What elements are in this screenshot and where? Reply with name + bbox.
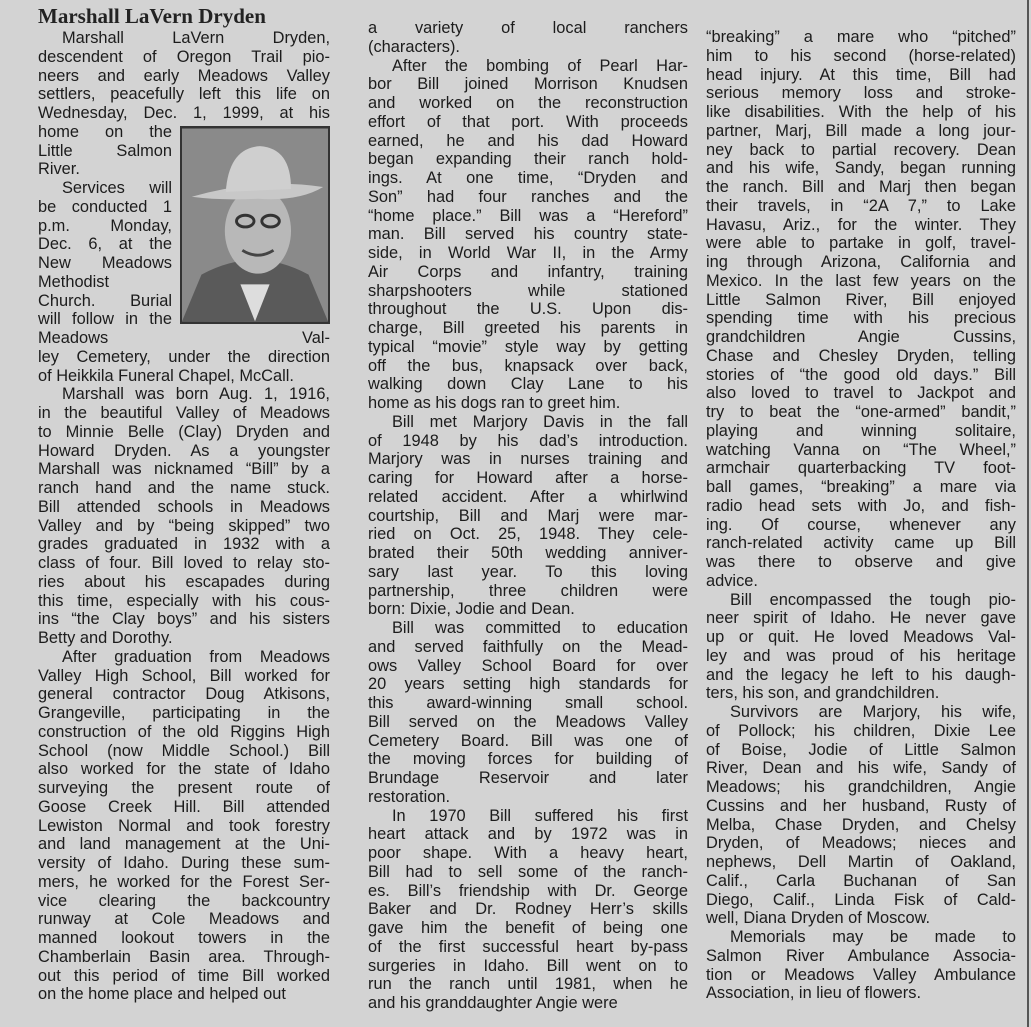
text-column-1 xyxy=(38,29,330,1004)
text-line: will follow in the xyxy=(38,310,172,329)
text-line: be conducted 1 xyxy=(38,197,172,216)
text-line: born: Dixie, Jodie and Dean. xyxy=(368,600,575,619)
text-line: ins “the Clay boys” and his sisters xyxy=(38,610,330,629)
text-line: serious memory loss and stroke- xyxy=(706,84,1016,103)
text-line: of Heikkila Funeral Chapel, McCall. xyxy=(38,366,294,385)
text-line: earned, he and his dad Howard xyxy=(368,131,688,150)
text-line: their travels, in “2A 7,” to Lake xyxy=(706,196,1016,215)
text-line: Association, in lieu of flowers. xyxy=(706,984,921,1003)
obituary-headline: Marshall LaVern Dryden xyxy=(38,4,266,28)
text-line: home on the xyxy=(38,122,172,141)
text-line: Bill attended schools in Meadows xyxy=(38,497,330,516)
text-line: sharpshooters while stationed xyxy=(368,281,688,300)
text-line: Marshall was nicknamed “Bill” by a xyxy=(38,460,330,479)
text-line: of Boise, Jodie of Little Salmon xyxy=(706,740,1016,759)
text-line: “home place.” Bill was a “Hereford” xyxy=(368,206,688,225)
text-line: Goose Creek Hill. Bill attended xyxy=(38,797,330,816)
text-line: surveying the present route of xyxy=(38,779,330,797)
text-line: ters, his son, and grandchildren. xyxy=(706,684,940,703)
text-line: School (now Middle School.) Bill xyxy=(38,741,330,760)
text-line: of 1948 by his dad’s introduction. xyxy=(368,431,688,450)
text-line: Chamberlain Basin area. Through- xyxy=(38,947,330,966)
text-line: “breaking” a mare who “pitched” xyxy=(706,28,1016,46)
text-line: off the bus, knapsack over back, xyxy=(368,356,688,375)
text-line: like disabilities. With the help of his xyxy=(706,103,1016,121)
paragraph xyxy=(368,413,688,619)
text-line: ows Valley School Board for over xyxy=(368,656,688,675)
text-line: ball games, “breaking” a mare via xyxy=(706,478,1016,496)
text-line: ranch hand and the name stuck. xyxy=(38,479,330,497)
text-line: up or quit. He loved Meadows Val- xyxy=(706,628,1016,646)
paragraph xyxy=(368,19,688,57)
text-line: playing and winning solitaire, xyxy=(706,421,1016,440)
text-line: 20 years setting high standards for xyxy=(368,675,688,694)
text-line: Howard Dryden. As a youngster xyxy=(38,441,330,460)
text-line: ranch-related activity came up Bill xyxy=(706,534,1016,553)
text-line: Bill had to sell some of the ranch- xyxy=(368,862,688,881)
text-line: were able to partake in golf, travel- xyxy=(706,234,1016,253)
paragraph xyxy=(368,619,688,807)
text-line: partnership, three children were xyxy=(368,581,688,600)
text-line: Diego, Calif., Linda Fisk of Cald- xyxy=(706,890,1016,909)
text-line: and land management at the Uni- xyxy=(38,835,330,854)
text-line: radio head sets with Jo, and fish- xyxy=(706,496,1016,515)
text-line: neer spirit of Idaho. He never gave xyxy=(706,609,1016,628)
text-line: restoration. xyxy=(368,787,450,806)
text-line: Air Corps and infantry, training xyxy=(368,262,688,281)
paragraph xyxy=(706,703,1016,928)
text-line: man. Bill served his country state- xyxy=(368,225,688,244)
text-line: side, in World War II, in the Army xyxy=(368,244,688,262)
text-line: Lewiston Normal and took forestry xyxy=(38,816,330,835)
text-line: heart attack and by 1972 was in xyxy=(368,825,688,844)
paragraph xyxy=(38,29,330,179)
text-line: Church. Burial xyxy=(38,291,172,310)
text-line: Son” had four ranches and the xyxy=(368,187,688,206)
text-line: settlers, peacefully left this life on xyxy=(38,85,330,104)
text-line: surgeries in Idaho. Bill went on to xyxy=(368,956,688,975)
text-line: Services will xyxy=(62,179,172,197)
text-line: Bill served on the Meadows Valley xyxy=(368,712,688,731)
text-line: ing. Of course, whenever any xyxy=(706,515,1016,534)
text-line: Dec. 6, at the xyxy=(38,235,172,254)
text-line: run the ranch until 1981, when he xyxy=(368,975,688,994)
paragraph xyxy=(368,57,688,413)
text-line: to Minnie Belle (Clay) Dryden and xyxy=(38,422,330,441)
text-line: head injury. At this time, Bill had xyxy=(706,65,1016,84)
text-line: ried on Oct. 25, 1948. They cele- xyxy=(368,525,688,544)
text-line: Bill was committed to education xyxy=(392,619,688,637)
text-line: also loved to travel to Jackpot and xyxy=(706,384,1016,403)
text-line: Brundage Reservoir and later xyxy=(368,769,688,787)
text-line: and served faithfully on the Mead- xyxy=(368,637,688,656)
text-line: watching Vanna on “The Wheel,” xyxy=(706,440,1016,459)
text-line: Melba, Chase Dryden, and Chelsy xyxy=(706,815,1016,834)
paragraph xyxy=(38,385,330,648)
text-line: grades graduated in 1932 with a xyxy=(38,535,330,554)
text-line: and the legacy he left to his daugh- xyxy=(706,665,1016,684)
text-line: out this period of time Bill worked xyxy=(38,966,330,985)
text-line: the ranch. Bill and Marj then began xyxy=(706,178,1016,196)
text-line: (characters). xyxy=(368,37,460,56)
paragraph xyxy=(38,648,330,1004)
text-line: walking down Clay Lane to his xyxy=(368,375,688,394)
text-line: general contractor Doug Atkisons, xyxy=(38,685,330,704)
text-line: him to his second (horse-related) xyxy=(706,46,1016,65)
text-line: and his wife, Sandy, began running xyxy=(706,159,1016,178)
text-line: Meadows; his grandchildren, Angie xyxy=(706,778,1016,796)
text-line: Marjory was in nurses training and xyxy=(368,450,688,469)
paragraph xyxy=(706,28,1016,591)
text-line: Bill encompassed the tough pio- xyxy=(730,590,1016,609)
text-line: Salmon River Ambulance Associa- xyxy=(706,946,1016,965)
text-line: vice clearing the backcountry xyxy=(38,891,330,910)
text-line: ings. At one time, “Dryden and xyxy=(368,169,688,187)
portrait-image xyxy=(182,128,328,322)
text-line: Chase and Chesley Dryden, telling xyxy=(706,346,1016,365)
text-line: grandchildren Angie Cussins, xyxy=(706,328,1016,346)
text-line: Valley and by “being skipped” two xyxy=(38,516,330,535)
paragraph xyxy=(706,591,1016,704)
text-line: brated their 50th wedding anniver- xyxy=(368,544,688,562)
text-line: es. Bill’s friendship with Dr. George xyxy=(368,881,688,900)
text-line: ing through Arizona, California and xyxy=(706,253,1016,271)
text-line: stories of “the good old days.” Bill xyxy=(706,365,1016,384)
text-line: nephews, Dell Martin of Oakland, xyxy=(706,853,1016,871)
text-line: bor Bill joined Morrison Knudsen xyxy=(368,75,688,94)
text-line: Survivors are Marjory, his wife, xyxy=(730,703,1016,721)
text-line: versity of Idaho. During these sum- xyxy=(38,854,330,872)
paragraph xyxy=(706,928,1016,1003)
text-line: and his granddaughter Angie were xyxy=(368,994,618,1012)
paragraph xyxy=(368,807,688,1013)
text-line: Bill met Marjory Davis in the fall xyxy=(392,412,688,431)
text-line: the moving forces for building of xyxy=(368,750,688,769)
text-line: Baker and Dr. Rodney Herr’s skills xyxy=(368,900,688,919)
text-line: neers and early Meadows Valley xyxy=(38,66,330,85)
text-line: also worked for the state of Idaho xyxy=(38,760,330,779)
text-line: p.m. Monday, xyxy=(38,216,172,235)
text-line: Little Salmon River, Bill enjoyed xyxy=(706,290,1016,309)
text-line: Meadows Val- xyxy=(38,329,330,347)
text-line: construction of the old Riggins High xyxy=(38,722,330,741)
text-line: on the home place and helped out xyxy=(38,985,286,1004)
text-line: Betty and Dorothy. xyxy=(38,629,173,647)
text-line: ries about his escapades during xyxy=(38,572,330,591)
text-line: River. xyxy=(38,160,80,179)
text-line: charge, Bill greeted his parents in xyxy=(368,319,688,337)
text-line: Marshall was born Aug. 1, 1916, xyxy=(62,385,330,404)
text-line: was there to observe and give xyxy=(706,553,1016,571)
text-line: of Pollock; his children, Dixie Lee xyxy=(706,721,1016,740)
text-line: partner, Marj, Bill made a long jour- xyxy=(706,121,1016,140)
text-line: related accident. After a whirlwind xyxy=(368,487,688,506)
text-line: New Meadows xyxy=(38,254,172,272)
text-line: in the beautiful Valley of Meadows xyxy=(38,404,330,422)
text-line: began expanding their ranch hold- xyxy=(368,150,688,169)
text-line: advice. xyxy=(706,571,758,590)
text-line: mers, he worked for the Forest Ser- xyxy=(38,872,330,891)
text-line: effort of that port. With proceeds xyxy=(368,112,688,131)
text-line: Calif., Carla Buchanan of San xyxy=(706,871,1016,890)
page-edge-divider xyxy=(1027,0,1029,1027)
text-line: gave him the benefit of being one xyxy=(368,919,688,937)
text-line: home as his dogs ran to greet him. xyxy=(368,394,621,412)
text-line: descendent of Oregon Trail pio- xyxy=(38,47,330,66)
text-line: sary last year. To this loving xyxy=(368,562,688,581)
text-line: ney back to partial recovery. Dean xyxy=(706,140,1016,159)
text-line: this time, especially with his cous- xyxy=(38,591,330,610)
text-line: Grangeville, participating in the xyxy=(38,704,330,722)
text-line: ley Cemetery, under the direction xyxy=(38,347,330,366)
text-line: well, Diana Dryden of Moscow. xyxy=(706,909,931,928)
text-line: tion or Meadows Valley Ambulance xyxy=(706,965,1016,984)
text-line: ley and was proud of his heritage xyxy=(706,646,1016,665)
text-line: and worked on the reconstruction xyxy=(368,94,688,112)
text-column-2 xyxy=(368,19,688,1013)
text-line: throughout the U.S. Upon dis- xyxy=(368,300,688,319)
text-line: poor shape. With a heavy heart, xyxy=(368,844,688,862)
text-line: runway at Cole Meadows and xyxy=(38,910,330,929)
text-line: Memorials may be made to xyxy=(730,928,1016,946)
text-line: Cemetery Board. Bill was one of xyxy=(368,731,688,750)
text-line: class of four. Bill loved to relay sto- xyxy=(38,554,330,572)
text-line: manned lookout towers in the xyxy=(38,929,330,947)
text-line: of the first successful heart by-pass xyxy=(368,937,688,956)
text-line: Wednesday, Dec. 1, 1999, at his xyxy=(38,104,330,122)
text-line: Cussins and her husband, Rusty of xyxy=(706,796,1016,815)
text-line: Marshall LaVern Dryden, xyxy=(62,29,330,47)
text-line: In 1970 Bill suffered his first xyxy=(392,806,688,825)
text-line: Mexico. In the last few years on the xyxy=(706,271,1016,290)
text-line: caring for Howard after a horse- xyxy=(368,469,688,487)
text-line: try to beat the “one-armed” bandit,” xyxy=(706,403,1016,421)
text-line: Methodist xyxy=(38,272,110,291)
text-line: armchair quarterbacking TV foot- xyxy=(706,459,1016,478)
text-line: Little Salmon xyxy=(38,141,172,160)
text-line: Dryden, of Meadows; nieces and xyxy=(706,834,1016,853)
text-line: Havasu, Ariz., for the winter. They xyxy=(706,215,1016,234)
text-line: Valley High School, Bill worked for xyxy=(38,666,330,685)
text-line: spending time with his precious xyxy=(706,309,1016,328)
text-line: this award-winning small school. xyxy=(368,694,688,712)
text-line: courtship, Bill and Marj were mar- xyxy=(368,506,688,525)
text-line: After graduation from Meadows xyxy=(62,647,330,666)
text-column-3 xyxy=(706,28,1016,1003)
text-line: a variety of local ranchers xyxy=(368,19,688,37)
text-line: typical “movie” style way by getting xyxy=(368,337,688,356)
text-line: After the bombing of Pearl Har- xyxy=(392,56,688,75)
portrait-photo xyxy=(180,126,330,324)
text-line: River, Dean and his wife, Sandy of xyxy=(706,759,1016,778)
